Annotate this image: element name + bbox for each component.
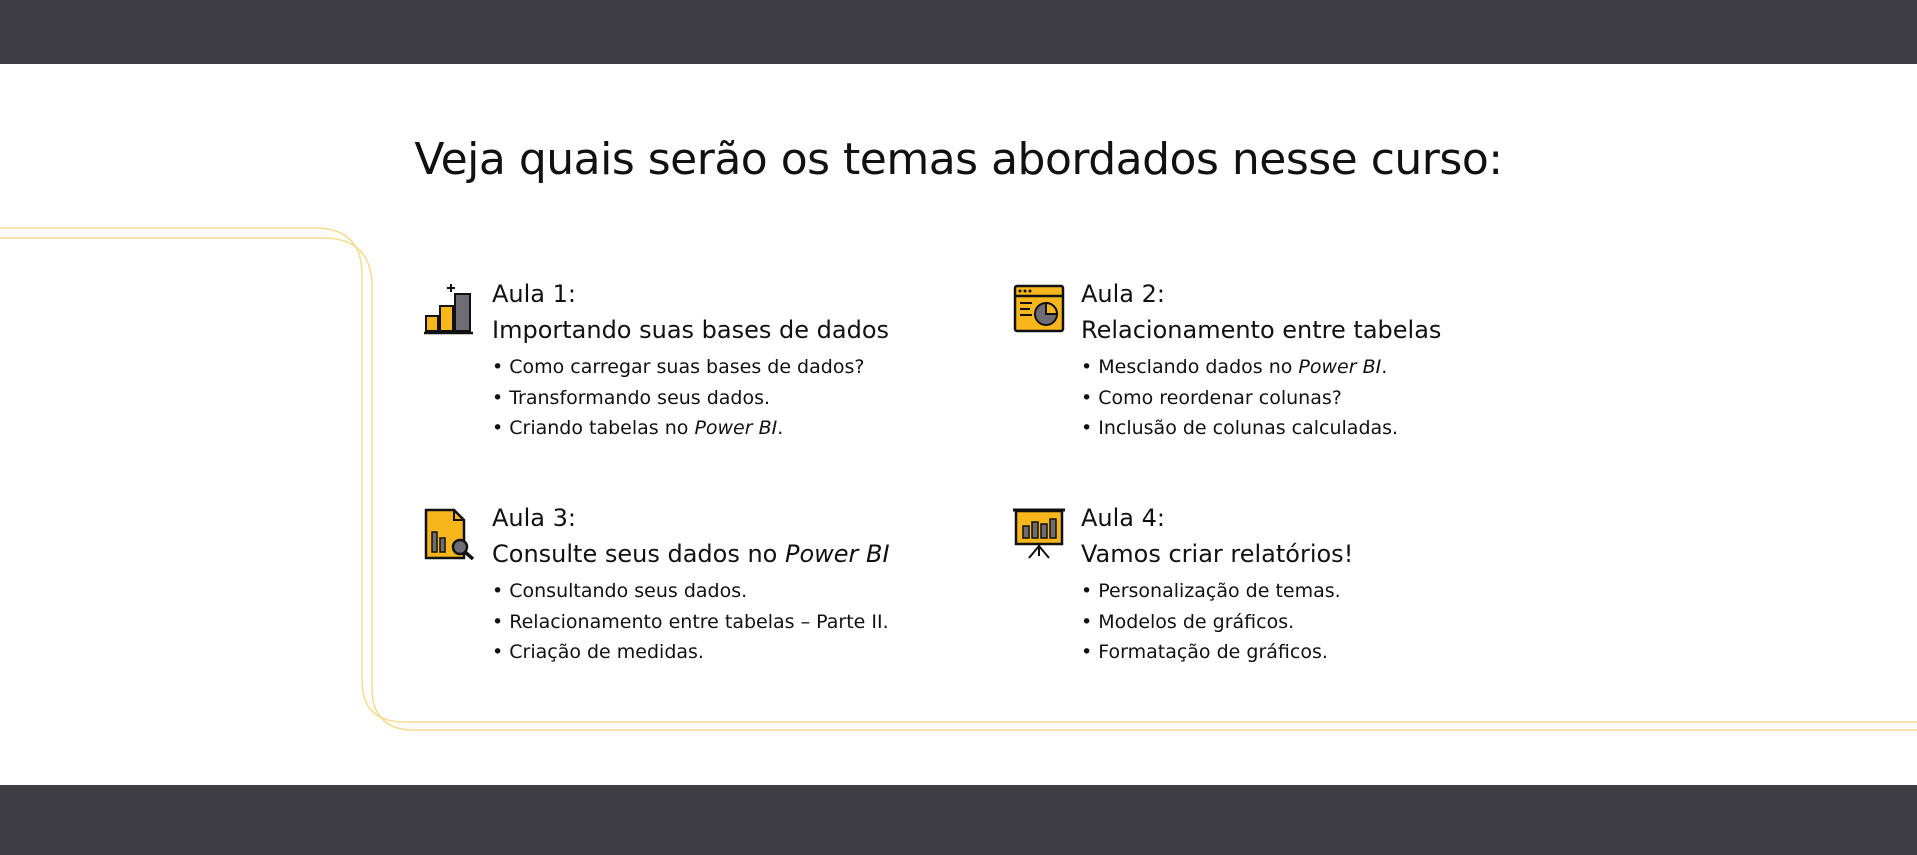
top-bar bbox=[0, 0, 1917, 64]
bottom-bar bbox=[0, 785, 1917, 855]
topic-item: • Consultando seus dados. bbox=[492, 580, 748, 602]
bar-chart-growth-icon bbox=[424, 276, 476, 336]
presentation-board-icon bbox=[1013, 500, 1065, 560]
lesson-number: Aula 2: bbox=[1081, 280, 1165, 308]
lesson-number: Aula 1: bbox=[492, 280, 576, 308]
topic-item: • Personalização de temas. bbox=[1081, 580, 1341, 602]
topic-item: • Modelos de gráficos. bbox=[1081, 610, 1295, 633]
topic-item: • Inclusão de colunas calculadas. bbox=[1081, 417, 1399, 439]
lesson-card-1 bbox=[424, 276, 904, 446]
lesson-card-4 bbox=[1013, 500, 1493, 670]
topic-item: • Criando tabelas no Power BI. bbox=[492, 417, 784, 439]
dashboard-pie-chart-icon bbox=[1013, 276, 1065, 336]
lesson-title: Consulte seus dados no Power BI bbox=[492, 540, 890, 568]
lesson-card-3 bbox=[424, 500, 904, 670]
topic-item: • Relacionamento entre tabelas – Parte II. bbox=[492, 610, 889, 633]
topic-item: • Como carregar suas bases de dados? bbox=[492, 356, 865, 378]
lesson-number: Aula 4: bbox=[1081, 504, 1165, 532]
lesson-topics bbox=[492, 576, 932, 668]
lesson-title: Importando suas bases de dados bbox=[492, 316, 890, 344]
topic-item: • Transformando seus dados. bbox=[492, 386, 771, 409]
topic-item: • Mesclando dados no Power BI. bbox=[1081, 356, 1388, 378]
topic-item: • Formatação de gráficos. bbox=[1081, 641, 1328, 663]
lesson-topics bbox=[1081, 352, 1521, 444]
lesson-title: Vamos criar relatórios! bbox=[1081, 540, 1354, 568]
lesson-card-2 bbox=[1013, 276, 1493, 446]
lesson-topics bbox=[1081, 576, 1521, 668]
document-search-icon bbox=[424, 500, 476, 560]
lesson-topics bbox=[492, 352, 932, 444]
page-title: Veja quais serão os temas abordados nesse curso: bbox=[414, 134, 1503, 185]
topic-item: • Criação de medidas. bbox=[492, 641, 704, 663]
lesson-number: Aula 3: bbox=[492, 504, 576, 532]
topic-item: • Como reordenar colunas? bbox=[1081, 386, 1342, 409]
lesson-title: Relacionamento entre tabelas bbox=[1081, 316, 1442, 344]
